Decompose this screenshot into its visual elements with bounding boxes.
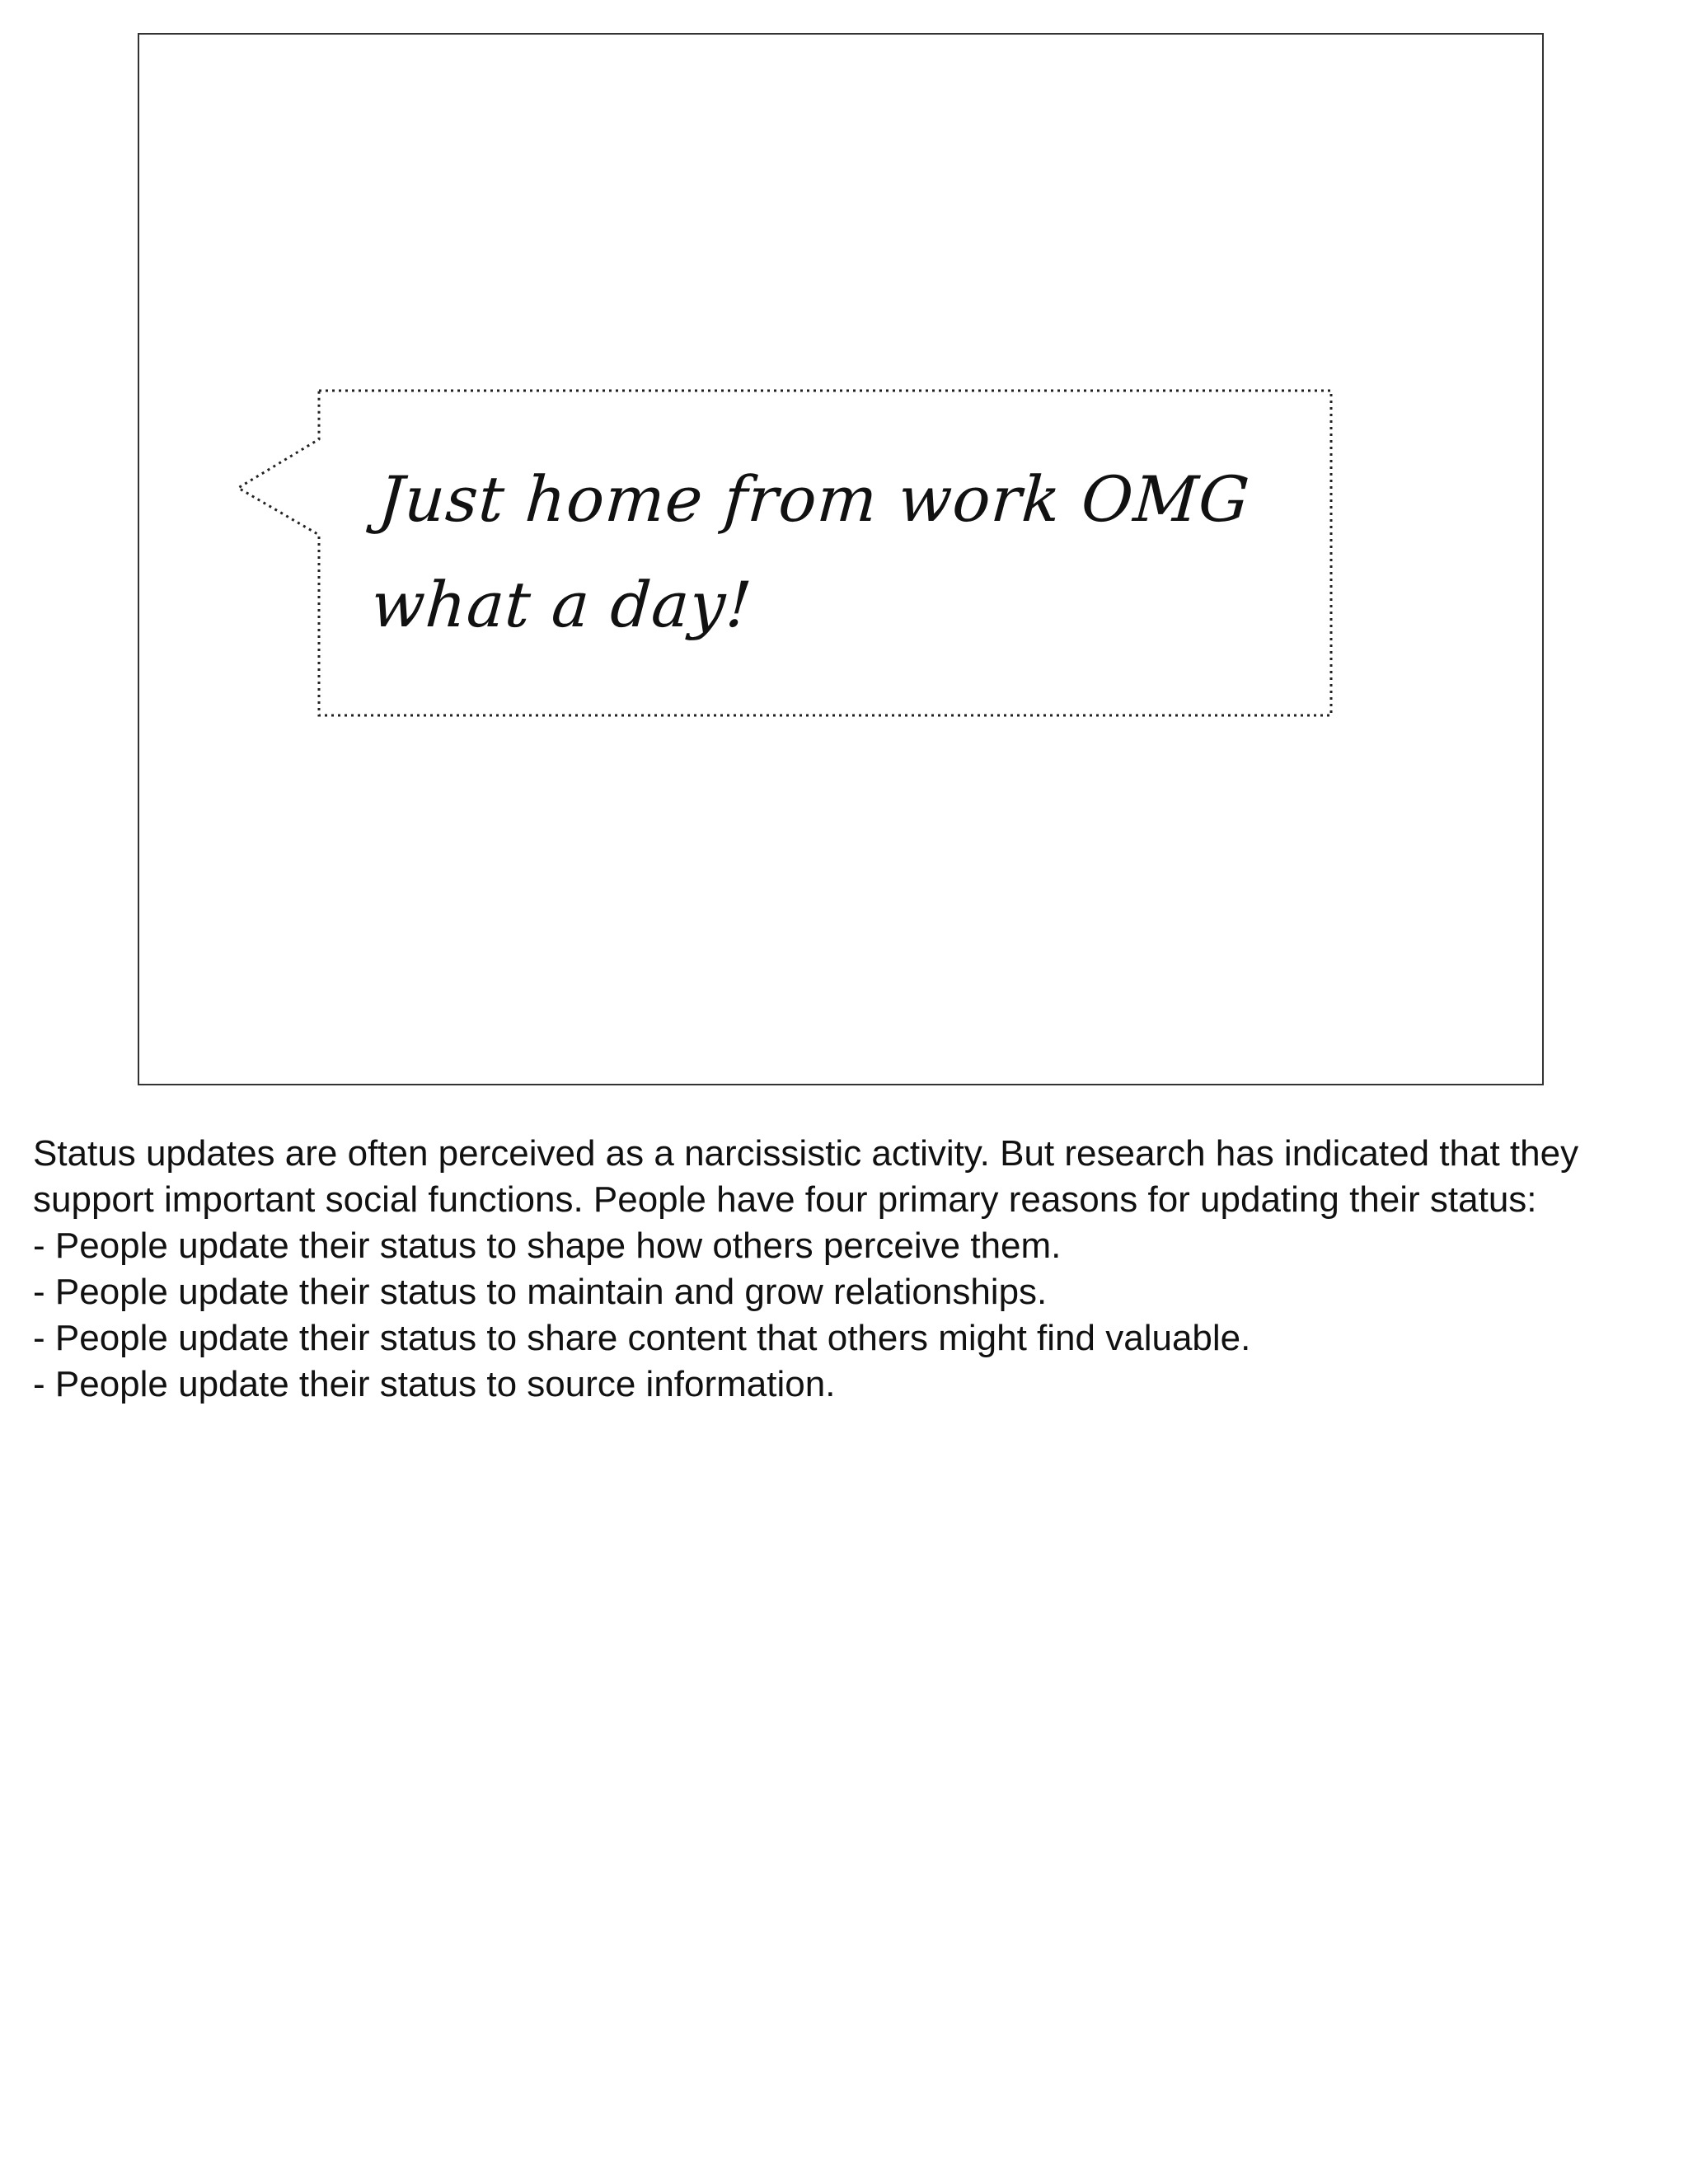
bubble-line-1: Just home from work OMG xyxy=(376,462,1253,536)
bubble-text xyxy=(368,447,1253,658)
notes-list-item: - People update their status to maintain and grow relationships. xyxy=(33,1272,1048,1312)
notes-paragraph: Status updates are often perceived as a narcissistic activity. But research has indicated that they support important social functions. People have four primary reasons for updating their status: xyxy=(33,1133,1579,1220)
bubble-line-2: what a day! xyxy=(368,568,755,641)
slide-frame xyxy=(138,33,1544,1085)
speaker-notes xyxy=(33,1131,1665,1408)
notes-list-item: - People update their status to shape how others perceive them. xyxy=(33,1226,1062,1266)
notes-list-item: - People update their status to source information. xyxy=(33,1364,836,1404)
notes-list-item: - People update their status to share content that others might find valuable. xyxy=(33,1318,1251,1358)
